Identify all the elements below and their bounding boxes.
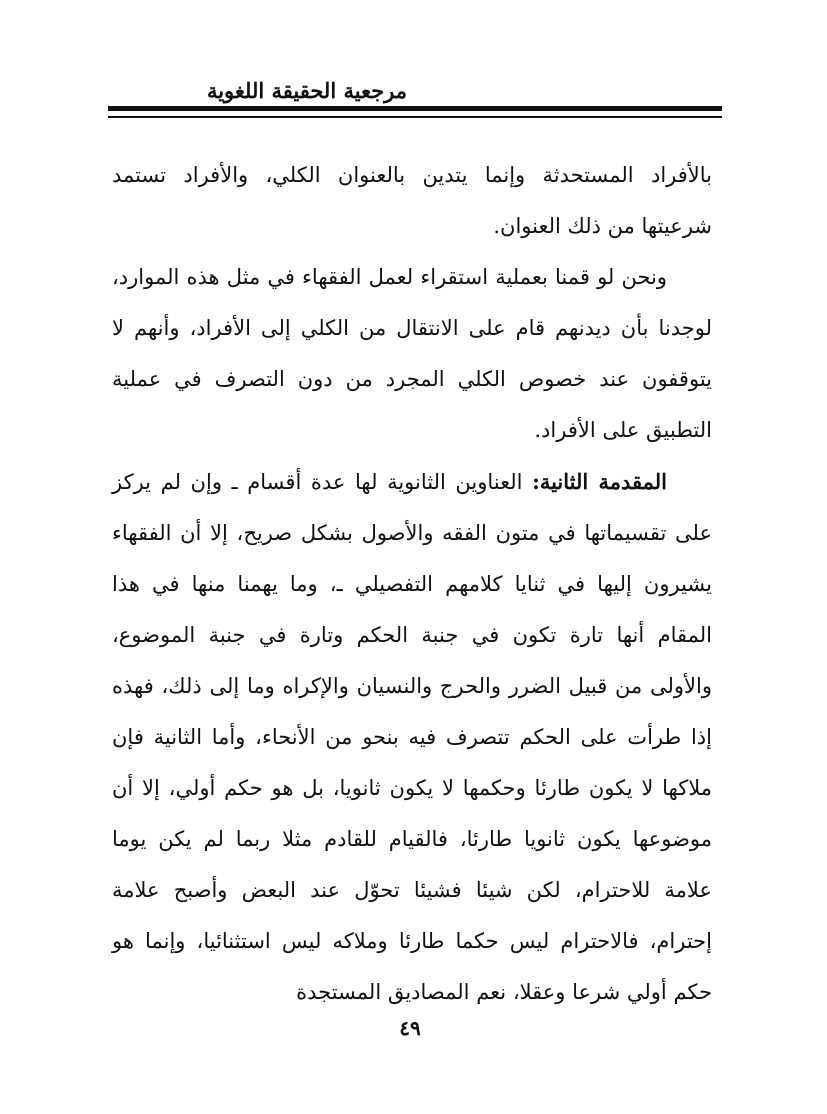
header-rule-thin <box>108 116 722 118</box>
second-premise-heading: المقدمة الثانية: <box>532 469 667 494</box>
paragraph-induction: ونحن لو قمنا بعملية استقراء لعمل الفقهاء في مثل هذه الموارد، لوجدنا بأن ديدنهم قام على الانتقال من الكلي إلى الأفراد، وأنهم لا يتوقفون عند خصوص الكلي المجرد من دون التصرف في عملية التطبيق على الأفراد. <box>112 265 712 442</box>
paragraph-continued: بالأفراد المستحدثة وإنما يتدين بالعنوان الكلي، والأفراد تستمد شرعيتها من ذلك العنوان. <box>112 163 712 238</box>
header-rule-thick <box>108 106 722 111</box>
page-number: ٤٩ <box>399 1016 421 1040</box>
body-text <box>112 150 712 1018</box>
running-title: مرجعية الحقيقة اللغوية <box>206 78 408 103</box>
second-premise-text: العناوين الثانوية لها عدة أقسام ـ وإن لم يركز على تقسيماتها في متون الفقه والأصول بشكل صريح، إلا أن الفقهاء يشيرون إليها في ثنايا كلامهم التفصيلي ـ، وما يهمنا منها في هذا المقام أنها تارة تكون في جنبة الحكم وتارة في جنبة الموضوع، والأولى من قبيل الضرر والحرج والنسيان والإكراه وما إلى ذلك، فهذه إذا طرأت على الحكم تتصرف فيه بنحو من الأنحاء، وأما الثانية فإن ملاكها لا يكون طارئا وحكمها لا يكون ثانويا، بل هو حكم أولي، إلا أن موضوعها يكون ثانويا طارئا، فالقيام للقادم مثلا ربما لم يكن يوما علامة للاحترام، لكن شيئا فشيئا تحوّل عند البعض وأصبح علامة إحترام، فالاحترام ليس حكما طارئا وملاكه ليس استثنائيا، وإنما هو حكم أولي شرعا وعقلا، نعم المصاديق المستجدة <box>112 470 712 1004</box>
paragraph-second-premise <box>112 456 712 1018</box>
